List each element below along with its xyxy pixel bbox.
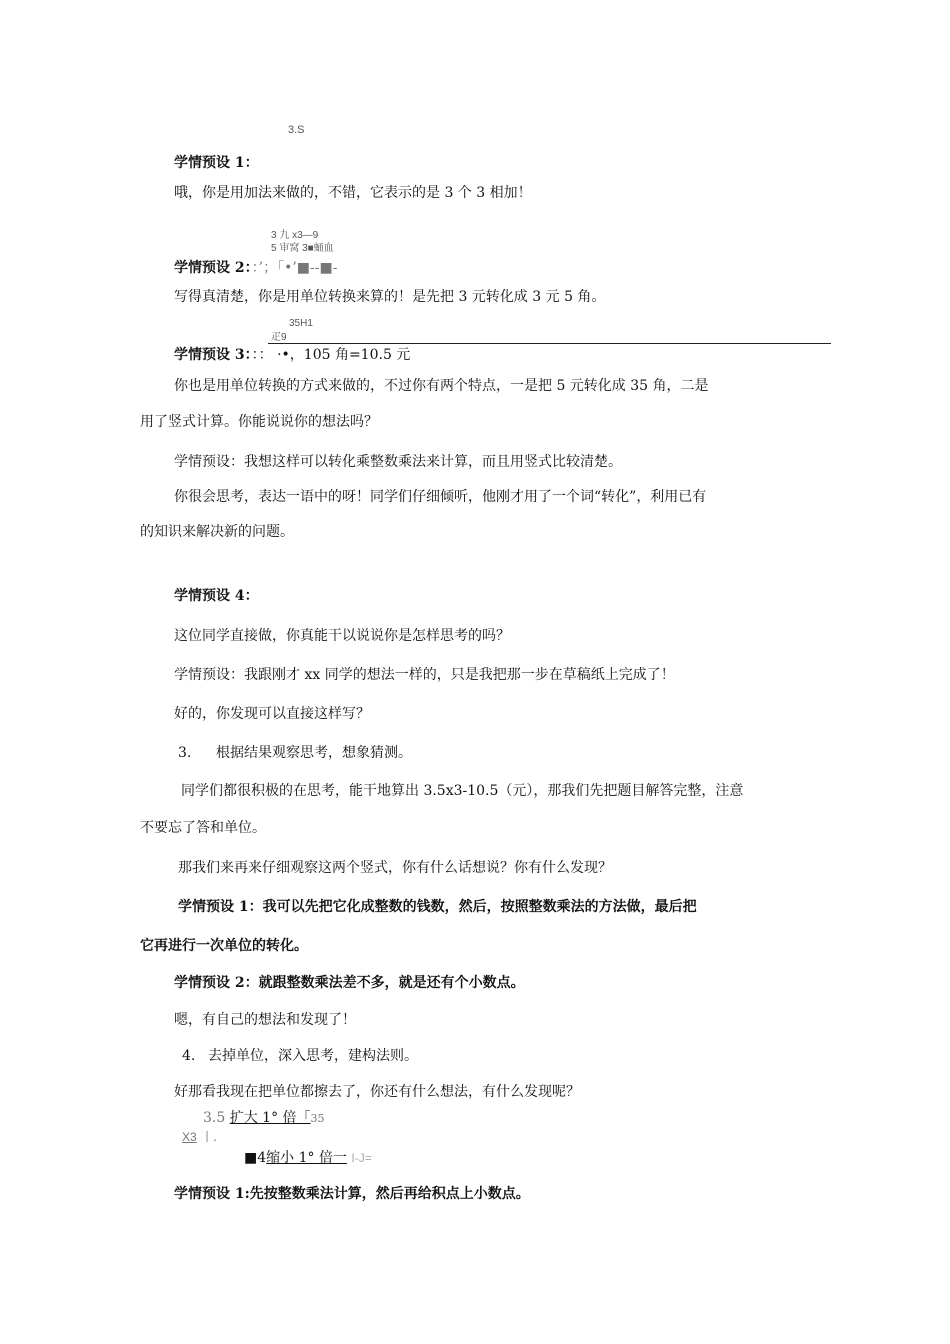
paragraph-12: 好那看我现在把单位都擦去了，你还有什么想法，有什么发现呢？ bbox=[174, 1084, 580, 1100]
calc-row3-product: ■4 bbox=[244, 1150, 267, 1166]
paragraph-3-line2: 的知识来解决新的问题。 bbox=[140, 524, 294, 540]
paragraph-3-line1: 你很会思考，表达一语中的呀！同学们仔细倾听，他刚才用了一个词“转化”，利用已有 bbox=[174, 489, 707, 505]
paragraph-9-line1: 学情预设 1：我可以先把它化成整数的钱数，然后，按照整数乘法的方法做，最后把 bbox=[178, 899, 697, 915]
paragraph-6: 好的，你发现可以直接这样写？ bbox=[174, 706, 370, 722]
calc-fragment-b: 5 审窝 3■蛹血 bbox=[271, 243, 334, 254]
paragraph-10: 学情预设 2：就跟整数乘法差不多，就是还有个小数点。 bbox=[174, 975, 525, 991]
paragraph-7-line1: 同学们都很积极的在思考，能干地算出 3.5x3-10.5（元），那我们先把题目解答完整，注意 bbox=[181, 783, 744, 799]
calc-row3-note: 缩小 1° 倍一 bbox=[266, 1150, 347, 1166]
calc-row1-number: 3.5 bbox=[203, 1110, 226, 1126]
paragraph-8: 那我们来再来仔细观察这两个竖式，你有什么话想说？你有什么发现？ bbox=[178, 860, 612, 876]
calc-fragment-a: 3 九 x3—9 bbox=[271, 230, 319, 241]
paragraph-1-line1: 你也是用单位转换的方式来做的，不过你有两个特点，一是把 5 元转化成 35 角，二是 bbox=[174, 378, 709, 394]
step-3-number: 3. bbox=[178, 745, 192, 761]
case2-glyphs: ：’；「•’■--■- bbox=[251, 260, 338, 276]
paragraph-1-line2: 用了竖式计算。你能说说你的想法吗？ bbox=[140, 414, 378, 430]
calc-row2-mark: 丨. bbox=[201, 1130, 217, 1144]
calc-row2-multiplier: X3 bbox=[182, 1130, 197, 1144]
top-label: 3.S bbox=[288, 124, 305, 136]
step-4-heading: 去掉单位，深入思考，建构法则。 bbox=[208, 1048, 418, 1064]
calc-row3-result: I-J= bbox=[351, 1151, 372, 1165]
paragraph-4: 这位同学直接做，你真能干以说说你是怎样思考的吗？ bbox=[174, 628, 510, 644]
calc-fragment-d: 疋9 bbox=[271, 332, 287, 343]
calc-row1-result: 35 bbox=[310, 1112, 325, 1125]
paragraph-5: 学情预设：我跟刚才 xx 同学的想法一样的，只是我把那一步在草稿纸上完成了！ bbox=[174, 667, 675, 683]
step-4-number: 4. bbox=[182, 1048, 196, 1064]
paragraph-13: 学情预设 1:先按整数乘法计算，然后再给积点上小数点。 bbox=[174, 1186, 530, 1202]
calc-fragment-c: 35H1 bbox=[289, 318, 313, 329]
case2-title: 学情预设 2： bbox=[174, 260, 252, 276]
paragraph-7-line2: 不要忘了答和单位。 bbox=[140, 820, 266, 836]
paragraph-2: 学情预设：我想这样可以转化乘整数乘法来计算，而且用竖式比较清楚。 bbox=[174, 454, 622, 470]
horizontal-rule bbox=[268, 343, 831, 344]
paragraph-11: 嗯，有自己的想法和发现了！ bbox=[174, 1012, 356, 1028]
case4-title: 学情预设 4： bbox=[174, 588, 259, 604]
case3-tail: ：： ·•，105 角=10.5 元 bbox=[251, 347, 411, 363]
case1-title: 学情预设 1： bbox=[174, 155, 259, 171]
case1-text: 哦，你是用加法来做的，不错，它表示的是 3 个 3 相加！ bbox=[174, 185, 532, 201]
case2-text: 写得真清楚，你是用单位转换来算的！是先把 3 元转化成 3 元 5 角。 bbox=[174, 289, 606, 305]
case3-title: 学情预设 3： bbox=[174, 347, 252, 363]
paragraph-9-line2: 它再进行一次单位的转化。 bbox=[140, 938, 308, 954]
calc-row1-note: 扩大 1° 倍「 bbox=[229, 1110, 311, 1126]
step-3-heading: 根据结果观察思考，想象猜测。 bbox=[216, 745, 412, 761]
